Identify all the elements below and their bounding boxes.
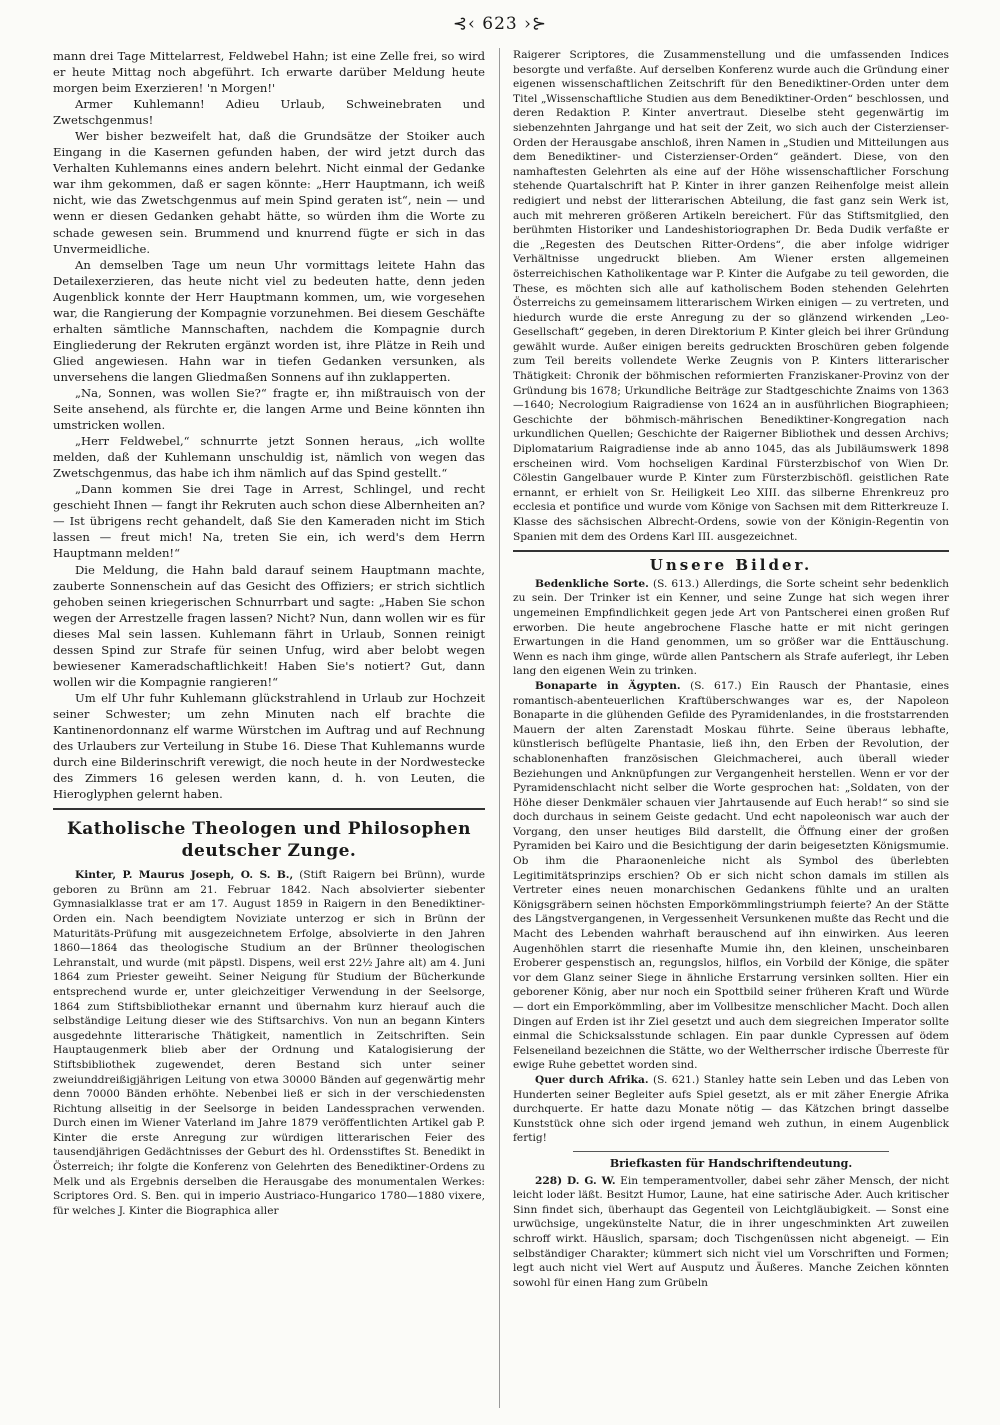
section-rule <box>513 550 949 552</box>
bio-lead: Kinter, P. Maurus Joseph, O. S. B., <box>75 869 294 882</box>
story-paragraph: „Na, Sonnen, was wollen Sie?“ fragte er, ihn mißtrauisch von der Seite ansehend, als fürchte er, die langen Arme und Beine könnten ihn umstricken wollen. <box>53 385 485 433</box>
picture-item-text: (S. 617.) Ein Rausch der Phantasie, eines romantisch-abenteuerlichen Kraftüberschwanges war es, der Napoleon Bonaparte in die glühenden Gefilde des Pyramidenlandes, in die froststarrenden Mauern der alten Zarenstadt Moskau führte. Seine überaus lebhafte, künstlerisch beflügelte Phantasie, ließ ihn, den Erben der Revolution, der schablonenhaften französischen Gleichmacherei, auch überall wieder Beziehungen und Anknüpfungen zur Vergangenheit herstellen. Wenn er vor der Pyramidenschlacht nicht selber die Worte gesprochen hat: „Soldaten, von der Höhe dieser Denkmäler schauen vier Jahrtausende auf Euch herab!“ so sind sie doch durchaus in seinem Geiste gedacht. Und echt napoleonisch war auch der Vorgang, den unser heutiges Bild darstellt, die Öffnung einer der großen Pyramiden bei Kairo und die Besichtigung der darin beigesetzten Königsmumie. Ob ihm die Pharaonenleiche nicht als Symbol des überlebten Legitimitätsprinzips erschien? Ob er sich nicht schon damals im stillen als Vertreter eines neuen monarchischen Gedankens fühlte und an uralten Königsgräbern seinen höchsten Emporkömmlingstriumph feierte? An der Stätte des Längstvergangenen, in Vergessenheit Versunkenen mußte das Recht und die Macht des Lebenden wahrhaft berauschend auf ihn einwirken. Aus leeren Augenhöhlen starrt die riesenhafte Mumie ihn, den kleinen, unscheinbaren Eroberer gespenstisch an, regungslos, hilflos, ein Vorbild der Könige, die später vor dem Glanz seiner Siege in ähnliche Erstarrung versinken sollten. Hier ein geborener König, aber nur noch ein Spottbild seiner früheren Kraft und Würde — dort ein Emporkömmling, aber im Vollbesitze menschlicher Macht. Doch allen Dingen auf Erden ist ihr Ziel gesetzt und auch dem siegreichen Imperator sollte einmal die Schicksalsstunde schlagen. Ein paar dunkle Cypressen auf ödem Felseneiland bezeichnen die Stätte, wo der Weltherrscher irdische Überreste für ewige Ruhe gebettet worden sind. <box>513 679 950 1072</box>
picture-item-text: (S. 621.) Stanley hatte sein Leben und das Leben von Hunderten seiner Begleiter aufs Spiel gesetzt, als er mit zäher Energie Afrika durchquerte. Er hatte dazu Monate nötig — das Kätzchen bringt dasselbe Kunststück ohne sich oder irgend jemand weh zuthun, in einem Augenblick fertig! <box>513 1073 950 1145</box>
story-paragraph: „Dann kommen Sie drei Tage in Arrest, Schlingel, und recht geschieht Ihnen — fangt ihr Rekruten auch schon diese Albernheiten an? — Ist übrigens recht gehandelt, daß Sie den Kameraden nicht im Stich lassen — freut mich! Na, treten Sie ein, ich werd's dem Herrn Hauptmann melden!“ <box>53 482 485 561</box>
section-rule <box>53 808 485 810</box>
story-paragraph: Armer Kuhlemann! Adieu Urlaub, Schweinebraten und Zwetschgenmus! <box>53 97 485 128</box>
right-column <box>513 48 949 1290</box>
column-divider <box>499 48 500 1408</box>
picture-item-lead: Bonaparte in Ägypten. <box>535 679 681 692</box>
letter-item <box>513 1174 949 1291</box>
bio-continuation: Raigerer Scriptores, die Zusammenstellung und die umfassenden Indices besorgte und verfaßte. Auf derselben Konferenz wurde auch die Gründung einer eigenen wissenschaftlichen Zeitschrift für den Benediktiner-Orden unter dem Titel „Wissenschaftliche Studien aus dem Benediktiner-Orden“ beschlossen, und deren Redaktion P. Kinter anvertraut. Dieselbe steht gegenwärtig im siebenzehnten Jahrgange und hat seit der Zeit, wo sich auch der Cisterzienser-Orden der Herausgabe anschloß, ihren Namen in „Studien und Mitteilungen aus dem Benediktiner- und Cisterzienser-Orden“ geändert. Diese, von den namhaftesten Gelehrten als eine auf der Höhe wissenschaftlicher Forschung stehende Quartalschrift hat P. Kinter in ihrer ganzen Reihenfolge meist allein redigiert und nebst der litterarischen Abteilung, die fast ganz sein Werk ist, auch mit mehreren größeren Artikeln bereichert. Für das Stiftsmitglied, den berühmten Historiker und Landeshistoriographen Dr. Beda Dudik verfaßte er die „Regesten des Deutschen Ritter-Ordens“, die aber infolge widriger Verhältnisse ungedruckt blieben. Am Wiener ersten allgemeinen österreichischen Katholikentage war P. Kinter die Aufgabe zu teil geworden, die These, es möchten sich alle auf katholischem Boden stehenden Gelehrten Österreichs zu gemeinsamem litterarischem Wirken einigen — zu vertreten, und hiedurch wurde die erste Anregung zu der so glänzend wirkenden „Leo-Gesellschaft“ gegeben, in deren Direktorium P. Kinter gleich bei ihrer Gründung gewählt wurde. Außer einigen bereits gedruckten Broschüren geben folgende zum Teil bereits vollendete Werke Zeugnis von P. Kinters litterarischer Thätigkeit: Chronik der böhmischen reformierten Franziskaner-Provinz von der Gründung bis 1678; Urkundliche Beiträge zur Stadtgeschichte Znaims von 1363—1640; Necrologium Raigradiense von 1624 an in ausführlichen Biographieen; Geschichte der böhmisch-mährischen Benediktiner-Kongregation nach urkundlichen Quellen; Geschichte der Raigerner Bibliothek und dessen Archivs; Diplomatarium Raigradiense inde ab anno 1045, das als Jubiläumswerk 1898 erscheinen wird. Vom hochseligen Kardinal Fürsterzbischof von Wien Dr. Cölestin Gangelbauer wurde P. Kinter zum Fürsterzbischöfl. geistlichen Rate ernannt, er erhielt von Sr. Heiligkeit Leo XIII. das silberne Ehrenkreuz pro ecclesia et pontifice und wurde vom Könige von Sachsen mit dem Ritterkreuze I. Klasse des sächsischen Albrecht-Ordens, sowie von der Königin-Regentin von Spanien mit dem des Ordens Karl III. ausgezeichnet. <box>513 49 949 543</box>
picture-item <box>513 1073 949 1146</box>
bio-text: (Stift Raigern bei Brünn), wurde geboren zu Brünn am 21. Februar 1842. Nach absolvierter siebenter Gymnasialklasse trat er am 17. August 1859 in Raigern in den Benediktiner-Orden ein. Nach beendigtem Noviziate unterzog er sich in Brünn der Maturitäts-Prüfung mit ausgezeichnetem Erfolge, absolvierte in den Jahren 1860—1864 das theologische Studium an der Brünner theologischen Lehranstalt, und wurde (mit päpstl. Dispens, weil erst 22½ Jahre alt) am 4. Juni 1864 zum Priester geweiht. Seiner Neigung für Studium der Bücherkunde entsprechend wurde er, unter gleichzeitiger Verwendung in der Seelsorge, 1864 zum Stiftsbibliothekar ernannt und übernahm kurz hierauf auch die selbständige Leitung dieser wie des Stiftsarchivs. Von nun an begann Kinters ausgedehnte litterarische Thätigkeit, namentlich in Zeitschriften. Sein Hauptaugenmerk blieb aber der Ordnung und Katalogisierung der Stiftsbibliothek zugewendet, deren Bestand sich unter seiner zweiunddreißigjährigen Leitung von etwa 30000 Bänden auf gegenwärtig mehr denn 70000 Bänden erhöhte. Nebenbei ließ er sich in der verschiedensten Richtung allseitig in der Seelsorge in beiden Landessprachen verwenden. Durch einen im Wiener Vaterland im Jahre 1879 veröffentlichten Artikel gab P. Kinter die erste Anregung zur würdigen litterarischen Feier des tausendjährigen Gedächtnisses der Geburt des hl. Ordensstiftes St. Benedikt in Österreich; ihr folgte die Konferenz von Gelehrten des Benediktiner-Ordens zu Melk und als Ergebnis derselben die Herausgabe des monumentalen Werkes: Scriptores Ord. S. Ben. qui in imperio Austriaco-Hungarico 1780—1880 vixere, für welches J. Kinter die Biographica aller <box>53 869 485 1217</box>
left-column <box>53 48 485 1218</box>
pictures-title: Unsere Bilder. <box>649 556 813 575</box>
picture-item-lead: Bedenkliche Sorte. <box>535 577 649 590</box>
letter-text: Ein temperamentvoller, dabei sehr zäher Mensch, der nicht leicht loder läßt. Besitzt Humor, Laune, hat eine satirische Ader. Auch kritischer Sinn findet sich, überhaupt das Gegenteil von Leichtgläubigkeit. — Sonst eine urwüchsige, ungekünstelte Natur, die in ihrer ungeschminkten Art zuweilen schroff wirkt. Häuslich, sparsam; doch Tischgenüssen nicht abgeneigt. — Ein selbständiger Charakter; kümmert sich nicht viel um Vorschriften und Formen; legt auch nicht viel Wert auf Ausputz und Äußeres. Manche Zeichen könnten sowohl für einen Hang zum Grübeln <box>513 1174 949 1289</box>
story-paragraph: mann drei Tage Mittelarrest, Feldwebel Hahn; ist eine Zelle frei, so wird er heute Mittag noch abgeführt. Ich erwarte darüber Meldung heute morgen beim Exerzieren! 'n Morgen!' <box>53 49 485 96</box>
letterbox-title: Briefkasten für Handschriftendeutung. <box>609 1156 853 1170</box>
section-title: Katholische Theologen und Philosophen deutscher Zunge. <box>67 819 471 862</box>
ornament-right: ›⊱ <box>524 14 548 34</box>
story-paragraph: Um elf Uhr fuhr Kuhlemann glückstrahlend in Urlaub zur Hochzeit seiner Schwester; um zehn Minuten nach elf brachte die Kantinenordonnanz elf warme Würstchen im Auftrag und auf Rechnung des Urlaubers zur Verteilung in Stube 16. Diese That Kuhlemanns wurde durch eine Bilderinschrift verewigt, die noch heute in der Nordwestecke des Zimmers 16 gelesen werden kann, d. h. von Leuten, die Hieroglyphen gelernt haben. <box>53 690 485 802</box>
story-paragraph: Die Meldung, die Hahn bald darauf seinem Hauptmann machte, zauberte Sonnenschein auf das Gesicht des Offiziers; er strich sichtlich gehoben seinen kriegerischen Schnurrbart und sagte: „Haben Sie schon wegen der Arrestzelle fragen lassen? Nicht? Nun, dann wollen wir es für dieses Mal sein lassen. Kuhlemann fährt in Urlaub, Sonnen reinigt dessen Spind zur Strafe für seinen Unfug, wird aber belobt wegen bewiesener Kameradschaftlichkeit! Haben Sie's notiert? Gut, dann wollen wir die Kompagnie rangieren!“ <box>53 562 485 689</box>
picture-item <box>513 679 949 1073</box>
section-rule-thin <box>573 1151 889 1152</box>
letter-lead: 228) D. G. W. <box>535 1174 616 1187</box>
ornament-left: ⊰‹ <box>452 14 476 34</box>
story-paragraph: An demselben Tage um neun Uhr vormittags leitete Hahn das Detailexerzieren, das heute nicht viel zu bedeuten hatte, denn jeden Augenblick konnte der Herr Hauptmann kommen, um, wie vorgesehen war, die Rangierung der Kompagnie vorzunehmen. Bei diesem Geschäfte erhalten sämtliche Mannschaften, nachdem die Kompagnie durch Eingliederung der Rekruten ergänzt worden ist, ihre Plätze in Reih und Glied angewiesen. Hahn war in tiefen Gedanken versunken, als unversehens die langen Gliedmaßen Sonnens auf ihn zuklapperten. <box>53 257 485 384</box>
page-number: 623 <box>482 14 518 34</box>
story-paragraph: „Herr Feldwebel,“ schnurrte jetzt Sonnen heraus, „ich wollte melden, daß der Kuhlemann unschuldig ist, nämlich von wegen das Zwetschgenmus, das habe ich ihm nämlich auf das Spind gestellt.“ <box>53 434 485 481</box>
picture-item <box>513 577 949 679</box>
picture-item-lead: Quer durch Afrika. <box>535 1073 649 1086</box>
page-header <box>0 14 1000 34</box>
story-paragraph: Wer bisher bezweifelt hat, daß die Grundsätze der Stoiker auch Eingang in die Kasernen gefunden haben, der wird jetzt durch das Verhalten Kuhlemanns eines andern belehrt. Nicht einmal der Gedanke war ihm gekommen, daß er sagen könnte: „Herr Hauptmann, ich weiß nicht, wie das Zwetschgenmus auf mein Spind geraten ist“, nein — und wenn er diesen Gedanken gehabt hätte, so würden ihm die Worte zu schade gewesen sein. Brummend und knurrend fügte er sich in das Unvermeidliche. <box>53 129 485 256</box>
bio-paragraph <box>53 868 485 1218</box>
picture-item-text: (S. 613.) Allerdings, die Sorte scheint sehr bedenklich zu sein. Der Trinker ist ein Kenner, und seine Zunge hat sich wegen ihrer ungemeinen Empfindlichkeit gegen jede Art von Pantscherei einen großen Ruf erworben. Die heute angebrochene Flasche hatte er mit nicht geringen Erwartungen in die Hand genommen, um so größer war die Enttäuschung. Wenn es nach ihm ginge, würde allen Pantschern als Strafe auferlegt, ihr Leben lang den eigenen Wein zu trinken. <box>513 577 950 678</box>
